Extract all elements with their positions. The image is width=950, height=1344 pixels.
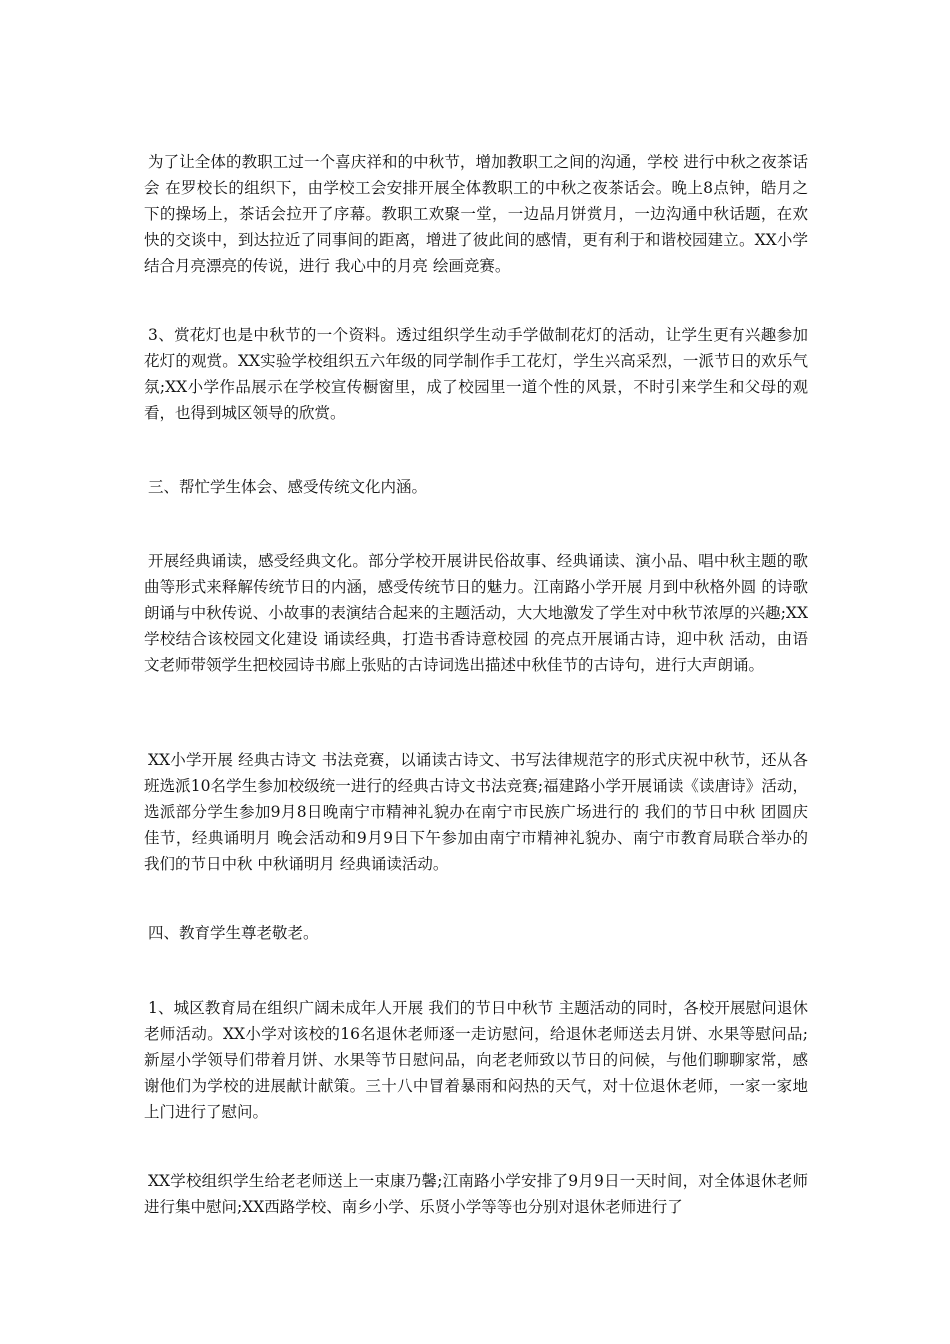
section-heading-respect-elders: 四、教育学生尊老敬老。 xyxy=(148,924,319,942)
paragraph-carnation-gifts: XX学校组织学生给老老师送上一束康乃馨;江南路小学安排了9月9日一天时间，对全体退休老师进行集中慰问;XX西路学校、南乡小学、乐贤小学等等也分别对退休老师进行了 xyxy=(144,1172,808,1216)
paragraph-mid-autumn-tea-party: 为了让全体的教职工过一个喜庆祥和的中秋节，增加教职工之间的沟通，学校 进行中秋之夜茶话会 在罗校长的组织下，由学校工会安排开展全体教职工的中秋之夜茶话会。晚上8点钟，皓月之下的操场上，茶话会拉开了序幕。教职工欢聚一堂，一边品月饼赏月，一边沟通中秋话题，在欢快的交谈中，到达拉近了同事间的距离，增进了彼此间的感情，更有利于和谐校园建立。XX小学结合月亮漂亮的传说，进行 我心中的月亮 绘画竞赛。 xyxy=(144,153,808,275)
paragraph-lantern-appreciation: 3、赏花灯也是中秋节的一个资料。透过组织学生动手学做制花灯的活动，让学生更有兴趣参加花灯的观赏。XX实验学校组织五六年级的同学制作手工花灯，学生兴高采烈，一派节日的欢乐气氛;XX小学作品展示在学校宣传橱窗里，成了校园里一道个性的风景，不时引来学生和父母的观看，也得到城区领导的欣赏。 xyxy=(144,326,808,422)
paragraph-classic-reading: 开展经典诵读，感受经典文化。部分学校开展讲民俗故事、经典诵读、演小品、唱中秋主题的歌曲等形式来释解传统节日的内涵，感受传统节日的魅力。江南路小学开展 月到中秋格外圆 的诗歌朗诵与中秋传说、小故事的表演结合起来的主题活动，大大地激发了学生对中秋节浓厚的兴趣;XX学校结合该校园文化建设 诵读经典，打造书香诗意校园 的亮点开展诵古诗，迎中秋 活动，由语文老师带领学生把校园诗书廊上张贴的古诗词选出描述中秋佳节的古诗句，进行大声朗诵。 xyxy=(144,552,808,674)
paragraph-retired-teacher-visits: 1、城区教育局在组织广阔未成年人开展 我们的节日中秋节 主题活动的同时，各校开展慰问退休老师活动。XX小学对该校的16名退休老师逐一走访慰问，给退休老师送去月饼、水果等慰问品;新屋小学领导们带着月饼、水果等节日慰问品，向老老师致以节日的问候，与他们聊聊家常，感谢他们为学校的进展献计献策。三十八中冒着暴雨和闷热的天气，对十位退休老师，一家一家地上门进行了慰问。 xyxy=(144,999,808,1121)
section-heading-traditional-culture: 三、帮忙学生体会、感受传统文化内涵。 xyxy=(148,478,428,496)
paragraph-calligraphy-contest: XX小学开展 经典古诗文 书法竞赛，以诵读古诗文、书写法律规范字的形式庆祝中秋节，还从各班选派10名学生参加校级统一进行的经典古诗文书法竞赛;福建路小学开展诵读《读唐诗》活动，选派部分学生参加9月8日晚南宁市精神礼貌办在南宁市民族广场进行的 我们的节日中秋 团圆庆佳节，经典诵明月 晚会活动和9月9日下午参加由南宁市精神礼貌办、南宁市教育局联合举办的 我们的节日中秋 中秋诵明月 经典诵读活动。 xyxy=(144,751,808,873)
